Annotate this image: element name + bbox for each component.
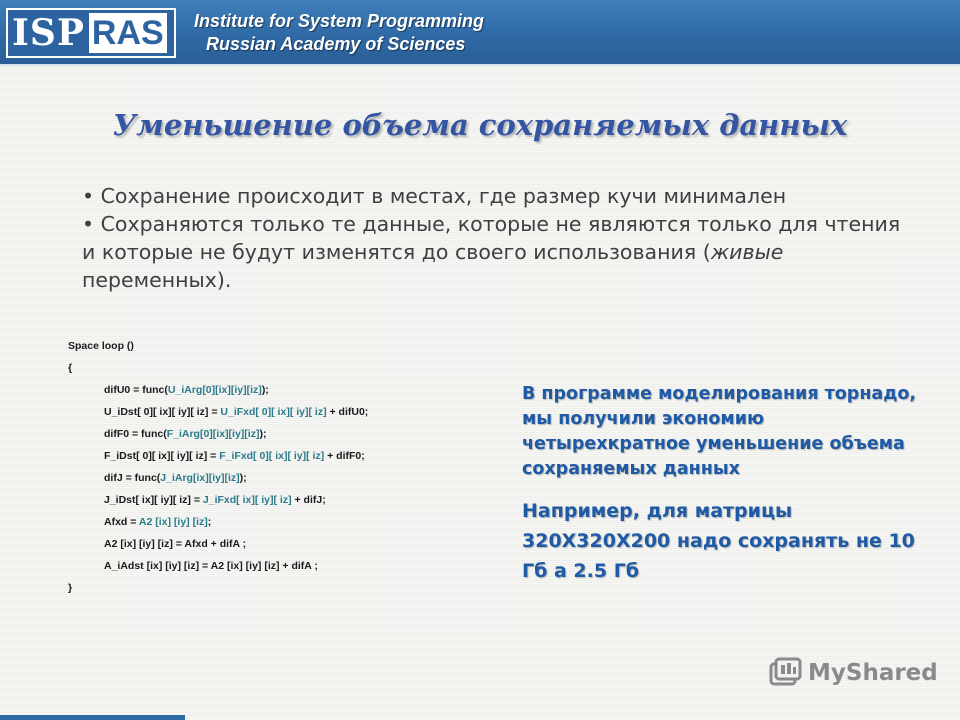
code-text: difJ = func( [104,472,161,484]
code-text: Afxd = [104,516,139,528]
code-text: U_iDst[ 0][ ix][ iy][ iz] = [104,406,221,418]
code-text: ); [261,384,269,396]
code-highlight: A2 [ix] [iy] [iz] [138,516,208,528]
code-text: difU0 = func( [104,384,168,396]
code-highlight: U_iArg[0][ix][iy][iz] [167,384,262,396]
code-line: } [68,582,73,594]
institute-line1: Institute for System Programming [194,11,485,31]
code-line: Space loop () [68,340,134,352]
side-note-paragraph-2: Например, для матрицы 320X320X200 надо сохранять не 10 Гб а 2.5 Гб [522,500,915,582]
code-highlight: J_iFxd[ ix][ iy][ iz] [202,494,292,506]
code-text: ); [239,472,247,484]
code-line [104,384,269,396]
institute-line2: Russian Academy of Sciences [206,34,466,54]
code-text: + difF0; [324,450,365,462]
isp-ras-logo [6,8,176,58]
code-highlight: F_iArg[0][ix][iy][iz] [166,428,260,440]
bullet2-text-end: переменных). [82,268,232,292]
code-highlight: F_iFxd[ 0][ ix][ iy][ iz] [219,450,325,462]
code-text: J_iDst[ ix][ iy][ iz] = [104,494,203,506]
code-line [104,494,326,506]
code-line [104,406,368,418]
institute-name [194,10,484,56]
code-text: ); [259,428,267,440]
side-note-paragraph-1: В программе моделирования торнадо, мы получили экономию четырехкратное уменьшение объема сохраняемых данных [522,384,917,479]
bullet2-italic-word: живые [710,240,784,264]
bullet2-text-start: • Сохраняются только те данные, которые не являются только для чтения и которые не будут изменятся до своего использования ( [82,212,901,264]
bottom-accent-line [0,715,185,720]
header-bar [0,0,960,66]
code-line: A_iAdst [ix] [iy] [iz] = A2 [ix] [iy] [iz] + difA ; [104,560,318,572]
logo-ras-text: RAS [89,13,167,53]
bullet-item-2 [82,210,912,294]
code-text: + difU0; [326,406,369,418]
code-highlight: U_iFxd[ 0][ ix][ iy][ iz] [220,406,327,418]
code-line [104,450,365,462]
code-line [104,472,247,484]
code-text: F_iDst[ 0][ ix][ iy][ iz] = [104,450,220,462]
code-line [104,516,211,528]
myshared-watermark [768,656,938,690]
slide-title: Уменьшение объема сохраняемых данных [112,108,848,142]
code-line: { [68,362,73,374]
side-note [522,382,922,586]
bullet-item-1: • Сохранение происходит в местах, где размер кучи минимален [82,184,787,208]
code-line [104,428,266,440]
code-text: ; [207,516,212,528]
bullet-list [82,182,912,294]
code-highlight: J_iArg[ix][iy][iz] [160,472,240,484]
code-text: + difJ; [291,494,326,506]
code-line: A2 [ix] [iy] [iz] = Afxd + difA ; [104,538,247,550]
myshared-logo-icon [768,656,802,690]
logo-isp-text: ISP [12,12,85,54]
code-text: difF0 = func( [104,428,167,440]
watermark-text: MyShared [808,660,938,686]
